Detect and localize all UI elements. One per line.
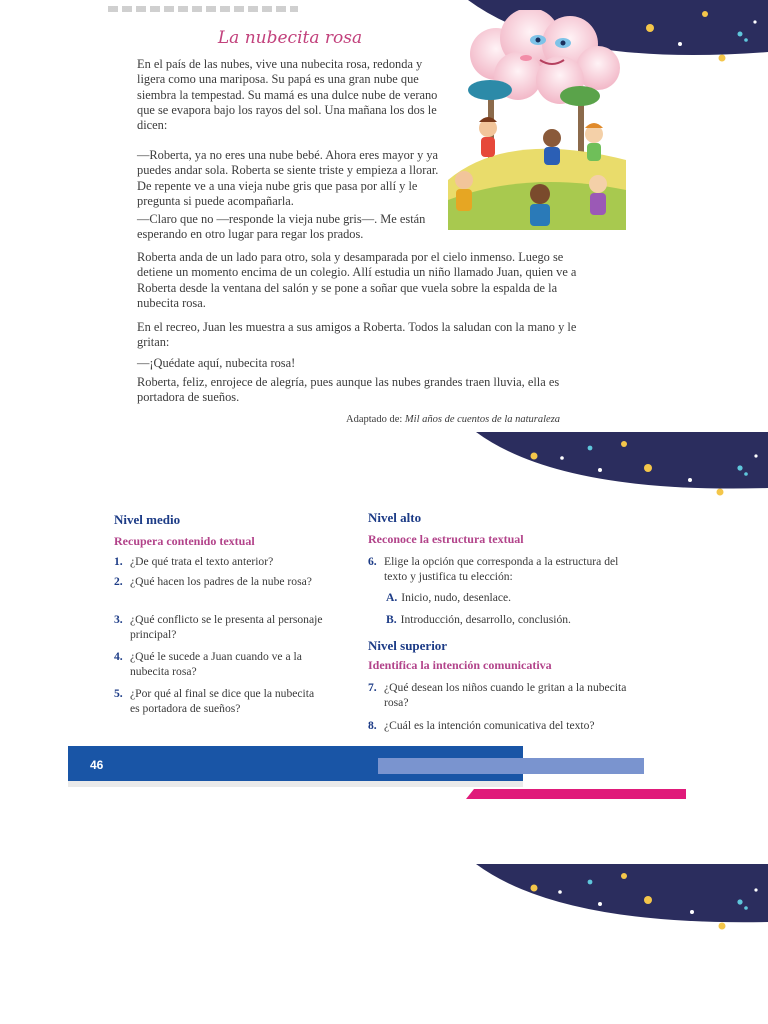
story-paragraph: En el recreo, Juan les muestra a sus amigos a Roberta. Todos la saludan con la mano y le gritan: bbox=[137, 320, 577, 350]
story-paragraph: —Roberta, ya no eres una nube bebé. Ahora eres mayor y ya puedes andar sola. Roberta se siente triste y empieza a llorar. De repente ve a una vieja nube gris que pasa por allí y le pregunta si puede acompañarla. bbox=[137, 148, 439, 208]
question-text: ¿Qué desean los niños cuando le gritan a la nubecita rosa? bbox=[384, 681, 627, 709]
question-text: Elige la opción que corresponda a la estructura del texto y justifica tu elección: bbox=[384, 555, 619, 583]
story-paragraph: Roberta anda de un lado para otro, sola y desamparada por el cielo inmenso. Luego se detiene un momento encima de un colegio. Allí estudia un niño llamado Juan, quien ve a Roberta desde la ventana del salón y se pone a soñar que vuela sobre la espalda de la nubecita rosa. bbox=[137, 250, 577, 310]
question-number: 7. bbox=[368, 681, 377, 694]
footer-divider bbox=[68, 781, 523, 787]
option-letter: B. bbox=[386, 613, 397, 626]
cropped-header-text bbox=[108, 6, 298, 12]
skill-heading-superior: Identifica la intención comunicativa bbox=[368, 658, 552, 672]
question-item bbox=[368, 718, 658, 733]
story-title: La nubecita rosa bbox=[217, 28, 363, 48]
option-letter: A. bbox=[386, 591, 398, 604]
question-item bbox=[114, 554, 334, 569]
question-text: ¿Cuál es la intención comunicativa del texto? bbox=[384, 719, 595, 732]
option-text: Introducción, desarrollo, conclusión. bbox=[400, 613, 571, 626]
question-text: ¿Qué conflicto se le presenta al personaje principal? bbox=[130, 613, 323, 641]
question-text: ¿De qué trata el texto anterior? bbox=[130, 555, 274, 568]
question-item bbox=[114, 649, 334, 679]
skill-heading-medio: Recupera contenido textual bbox=[114, 534, 255, 548]
footer-pink-stripe bbox=[466, 789, 686, 799]
question-number: 1. bbox=[114, 555, 123, 568]
credit-prefix: Adaptado de: bbox=[346, 414, 405, 425]
question-number: 2. bbox=[114, 575, 123, 588]
answer-option bbox=[386, 590, 646, 605]
cloud-children-illustration bbox=[448, 10, 626, 230]
question-item bbox=[368, 680, 638, 710]
page-number: 46 bbox=[90, 758, 104, 772]
footer-accent-bar bbox=[378, 758, 644, 774]
question-text: ¿Qué hacen los padres de la nube rosa? bbox=[130, 575, 312, 588]
question-item bbox=[114, 686, 324, 716]
level-heading-medio: Nivel medio bbox=[114, 512, 181, 527]
question-number: 6. bbox=[368, 555, 377, 568]
option-text: Inicio, nudo, desenlace. bbox=[401, 591, 512, 604]
question-text: ¿Qué le sucede a Juan cuando ve a la nubecita rosa? bbox=[130, 650, 302, 678]
question-item bbox=[114, 612, 334, 642]
story-paragraph: —¡Quédate aquí, nubecita rosa! bbox=[137, 356, 296, 370]
question-number: 8. bbox=[368, 719, 377, 732]
question-item bbox=[368, 554, 638, 584]
answer-option bbox=[386, 612, 646, 627]
credit-source-title: Mil años de cuentos de la naturaleza bbox=[404, 414, 561, 425]
level-heading-alto: Nivel alto bbox=[368, 510, 422, 525]
skill-heading-alto: Reconoce la estructura textual bbox=[368, 532, 524, 546]
question-text: ¿Por qué al final se dice que la nubecita es portadora de sueños? bbox=[130, 687, 315, 715]
question-number: 5. bbox=[114, 687, 123, 700]
question-number: 3. bbox=[114, 613, 123, 626]
question-number: 4. bbox=[114, 650, 123, 663]
night-sky-band-middle bbox=[0, 432, 768, 506]
source-credit bbox=[346, 414, 560, 425]
level-heading-superior: Nivel superior bbox=[368, 638, 448, 653]
story-paragraph: —Claro que no —responde la vieja nube gris—. Me están esperando en otro lugar para regar los prados. bbox=[137, 212, 426, 242]
question-item bbox=[114, 574, 334, 589]
night-sky-band-bottom bbox=[0, 864, 768, 944]
story-paragraph: Roberta, feliz, enrojece de alegría, pues aunque las nubes grandes traen lluvia, ella es portadora de sueños. bbox=[137, 375, 560, 405]
story-paragraph: En el país de las nubes, vive una nubecita rosa, redonda y ligera como una mariposa. Su papá es una gran nube que siembra la tempestad. Su mamá es una dulce nube de verano que se evapora bajo los rayos del sol. Una mañana los dos le dicen: bbox=[137, 57, 438, 133]
